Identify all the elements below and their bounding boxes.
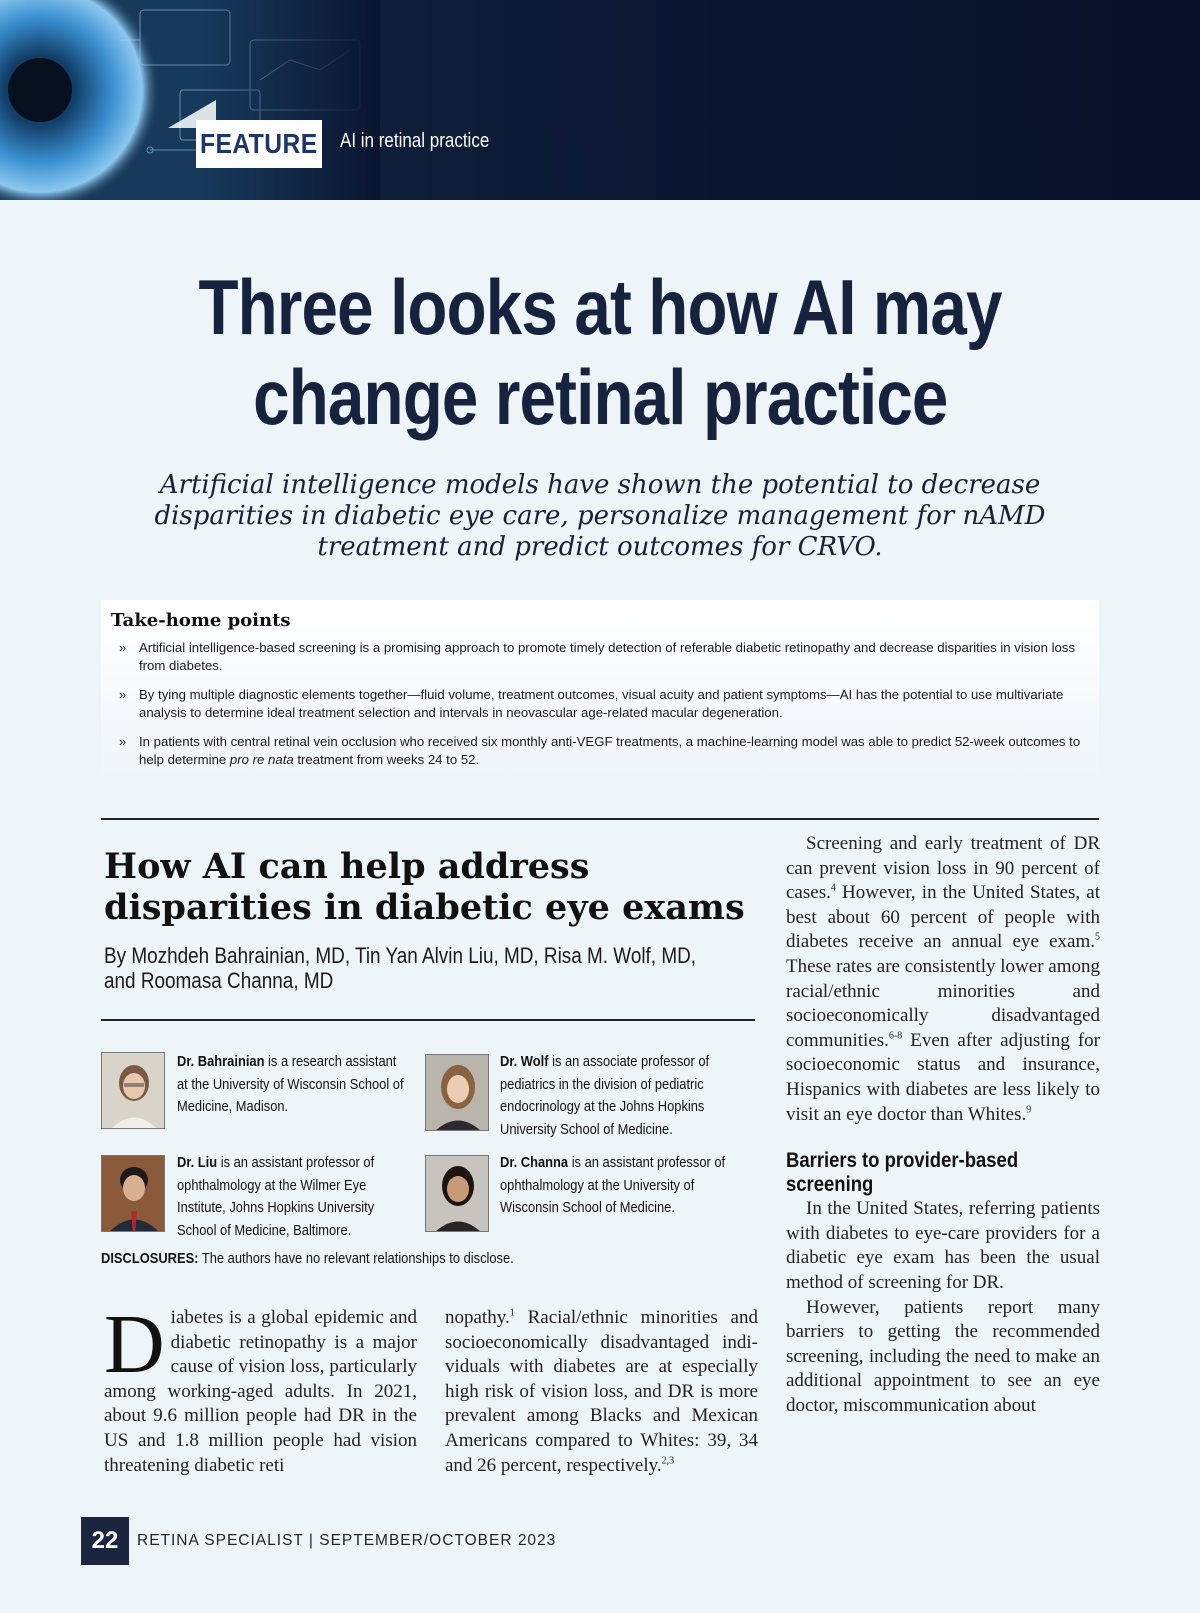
page-number: 22 xyxy=(81,1517,129,1565)
takehome-box xyxy=(101,600,1099,780)
divider xyxy=(101,1019,755,1021)
body-column-1: Diabetes is a global epidemic and diabetic retinopathy is a major cause of vision loss, particularly among working-aged adults. In 2021, about 9.6 million people had DR in the US and 1.8 million people had vision threatening diabetic reti xyxy=(104,1298,417,1476)
list-item: » By tying multiple diagnostic elements together—fluid volume, treatment outcomes, visual acuity and patient symptoms—AI has the potential to use multivariate analysis to determine ideal treatment selection and intervals in neovascular age-related macular degeneration. xyxy=(119,687,1064,720)
article-title: How AI can help address disparities in diabetic eye exams xyxy=(104,846,745,928)
divider xyxy=(101,818,1099,820)
list-item: » In patients with central retinal vein occlusion who received six monthly anti-VEGF treatments, a machine-learning model was able to predict 52-week outcomes to help determine pro re nata treatment from weeks 24 to 52. xyxy=(119,734,1081,767)
author-bio: Dr. Liu is an assistant professor of ophthalmology at the Wilmer Eye Institute, Johns Hopkins University School of Medicine, Baltimore. xyxy=(177,1154,375,1239)
list-item: » Artificial intelligence-based screening is a promising approach to promote timely detection of referable diabetic retinopathy and decrease disparities in vision loss from diabetes. xyxy=(119,640,1076,673)
byline: By Mozhdeh Bahrainian, MD, Tin Yan Alvin Liu, MD, Risa M. Wolf, MD, and Roomasa Channa, MD xyxy=(104,943,697,993)
subheading: Barriers to provider-based screening xyxy=(786,1149,1019,1197)
publication-footer: RETINA SPECIALIST | SEPTEMBER/OCTOBER 2023 xyxy=(137,1532,557,1549)
header-banner xyxy=(0,0,1200,200)
author-bio: Dr. Bahrainian is a research assistant at the University of Wisconsin School of Medicine, Madison. xyxy=(177,1053,404,1115)
author-bio: Dr. Channa is an assistant professor of ophthalmology at the University of Wisconsin School of Medicine. xyxy=(500,1154,726,1216)
disclosure-note: DISCLOSURES: The authors have no relevant relationships to disclose. xyxy=(101,1250,514,1267)
body-column-2: nopathy.$^1$ Racial/ethnic minorities and socioeconomically disadvantaged individuals with diabetes are at especially high risk of vision loss, and DR is more prevalent among Blacks and Mexican Americans compared to Whites: 39, 34 and 26 percent, respectively.$^{2,3}$ xyxy=(445,1307,758,1476)
takehome-list xyxy=(111,639,1089,769)
feature-tag: FEATURE xyxy=(196,120,322,168)
avatar-bahrainian xyxy=(101,1052,165,1129)
author-bio: Dr. Wolf is an associate professor of pediatrics in the division of pediatric endocrinology at the Johns Hopkins University School of Medicine. xyxy=(500,1053,710,1138)
drop-cap: D xyxy=(104,1298,165,1391)
avatar-liu xyxy=(101,1155,165,1232)
page-title: Three looks at how AI may change retinal practice xyxy=(198,263,1002,441)
body-column-3: Screening and early treatment of DR can prevent vision loss in 90 percent of cases.$^4$ However, in the United States, at best about 60 percent of people with diabetes receive an annual eye exam.$^5$ These rates are consistently lower among racial/ethnic minorities and socioeconomically disadvantaged communities.$^{6-8}$ Even after adjusting for socioeconomic status and insurance, Hispanics with diabetes are less likely to visit an eye doctor than Whites.$^9$ Barriers to provider-based screening In the United States, referring patients with diabetes to eye-care providers for a diabetic eye exam has been the usual method of screening for DR. However, patients report many barriers to getting the recommended screening, including the need to make an additional appointment to see an eye doctor, miscommunication about xyxy=(786,833,1100,1416)
subtitle-deck: Artificial intelligence models have shown the potential to decrease disparities in diabetic eye care, personalize management for nAMD treatment and predict outcomes for CRVO. xyxy=(154,470,1046,562)
section-label: AI in retinal practice xyxy=(340,130,490,152)
takehome-heading: Take-home points xyxy=(111,610,291,631)
